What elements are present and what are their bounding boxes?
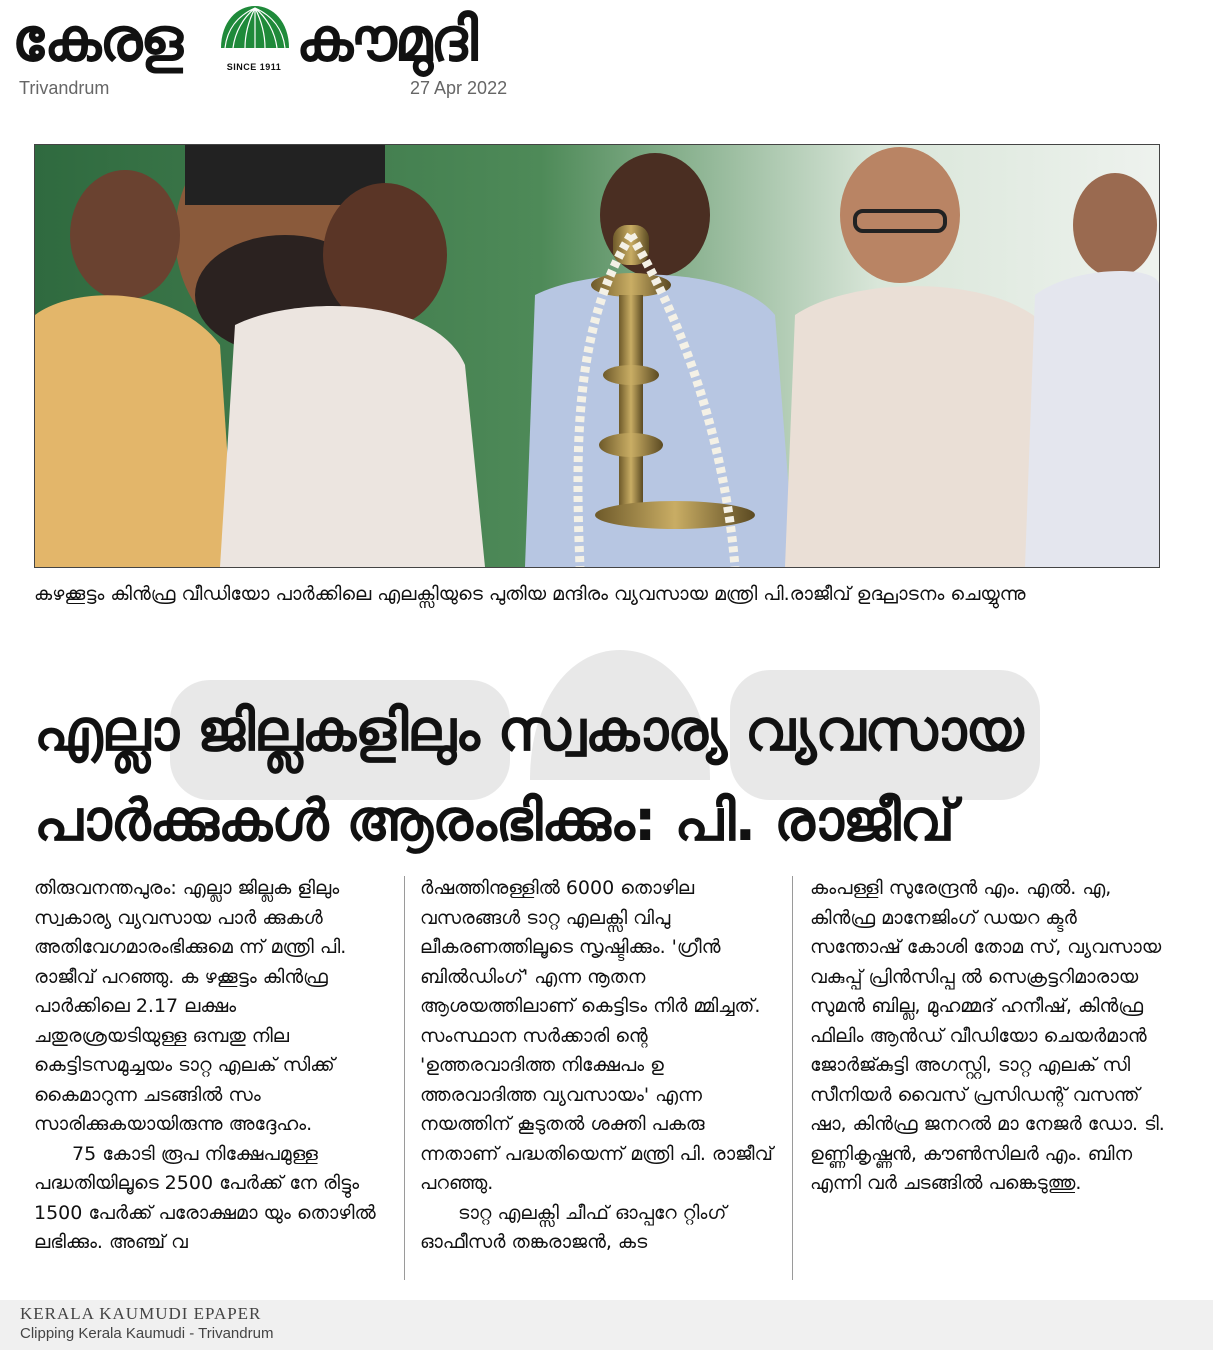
article-column-1	[34, 874, 394, 1258]
since-label: SINCE 1911	[226, 62, 282, 72]
masthead-title-left: കേരള	[12, 5, 182, 75]
column-divider	[404, 876, 405, 1280]
article-column-2	[420, 874, 780, 1258]
headline	[34, 686, 1164, 866]
masthead	[0, 0, 520, 110]
article-paragraph: 75 കോടി രൂപ നിക്ഷേപമുള്ള പദ്ധതിയിലൂടെ 2500 പേർക്ക് നേ രിട്ടും 1500 പേർക്ക് പരോക്ഷമാ യും തൊഴിൽ ലഭിക്കും. അഞ്ച് വ	[34, 1142, 376, 1253]
date-label: 27 Apr 2022	[410, 78, 508, 98]
footer-clipping-source: Clipping Kerala Kaumudi - Trivandrum	[20, 1325, 274, 1342]
article-paragraph: തിരുവനന്തപുരം: എല്ലാ ജില്ലക ളിലും സ്വകാര്യ വ്യവസായ പാർ ക്കുകൾ അതിവേഗമാരംഭിക്കുമെ ന്ന് മന്ത്രി പി. രാജീവ് പറഞ്ഞു. ക ഴക്കൂട്ടം കിൻഫ്ര പാർക്കിലെ 2.17 ലക്ഷം ചതുരശ്രയടിയുള്ള ഒമ്പതു നില കെട്ടിടസമുച്ചയം ടാറ്റ എലക് സിക്ക് കൈമാറുന്ന ചടങ്ങിൽ സം സാരിക്കുകയായിരുന്നു അദ്ദേഹം.	[34, 877, 347, 1135]
article-paragraph: ടാറ്റ എലക്സി ചീഫ് ഓപ്പറേ റ്റിംഗ് ഓഫീസർ തങ്കരാജൻ, കട	[420, 1201, 727, 1253]
footer	[0, 1300, 1213, 1350]
news-photo	[34, 144, 1160, 568]
photo-caption: കഴക്കൂട്ടം കിൻഫ്ര വീഡിയോ പാർക്കിലെ എലക്സിയുടെ പുതിയ മന്ദിരം വ്യവസായ മന്ത്രി പി.രാജീവ് ഉദ്ഘാടനം ചെയ്യുന്നു	[34, 583, 1026, 605]
masthead-title-right: കൗമുദി	[296, 5, 477, 75]
headline-line-1: എല്ലാ ജില്ലകളിലും സ്വകാര്യ വ്യവസായ	[34, 698, 1023, 764]
headline-line-2: പാർക്കുകൾ ആരംഭിക്കും: പി. രാജീവ്	[34, 788, 954, 854]
edition-label: Trivandrum	[19, 78, 110, 98]
photo-illustration	[35, 145, 1159, 567]
column-divider	[792, 876, 793, 1280]
article-paragraph: ർഷത്തിനുള്ളിൽ 6000 തൊഴില വസരങ്ങൾ ടാറ്റ എലക്സി വിപു ലീകരണത്തിലൂടെ സൃഷ്ടിക്കും. 'ഗ്രീൻ ബിൽഡിംഗ്' എന്ന നൂതന ആശയത്തിലാണ് കെട്ടിടം നിർ മ്മിച്ചത്. സംസ്ഥാന സർക്കാരി ന്റെ 'ഉത്തരവാദിത്ത നിക്ഷേപം ഉ ത്തരവാദിത്ത വ്യവസായം' എന്ന നയത്തിന് കൂടുതൽ ശക്തി പകരു ന്നതാണ് പദ്ധതിയെന്ന് മന്ത്രി പി. രാജീവ് പറഞ്ഞു.	[420, 877, 773, 1194]
article-column-3	[810, 874, 1170, 1199]
footer-brand: KERALA KAUMUDI EPAPER	[20, 1304, 262, 1323]
article-paragraph: കംപള്ളി സുരേന്ദ്രൻ എം. എൽ. എ, കിൻഫ്ര മാനേജിംഗ് ഡയറ ക്ടർ സന്തോഷ് കോശി തോമ സ്, വ്യവസായ വകുപ്പ് പ്രിൻസിപ്പ ൽ സെക്രട്ടറിമാരായ സുമൻ ബില്ല, മുഹമ്മദ് ഹനീഷ്, കിൻഫ്ര ഫിലിം ആൻഡ് വീഡിയോ ചെയർമാൻ ജോർജ്കുട്ടി അഗസ്റ്റി, ടാറ്റ എലക് സി സീനിയർ വൈസ് പ്രസിഡന്റ് വസന്ത് ഷാ, കിൻഫ്ര ജനറൽ മാ നേജർ ഡോ. ടി. ഉണ്ണികൃഷ്ണൻ, കൗൺസിലർ എം. ബിന എന്നി വർ ചടങ്ങിൽ പങ്കെടുത്തു.	[810, 877, 1165, 1194]
